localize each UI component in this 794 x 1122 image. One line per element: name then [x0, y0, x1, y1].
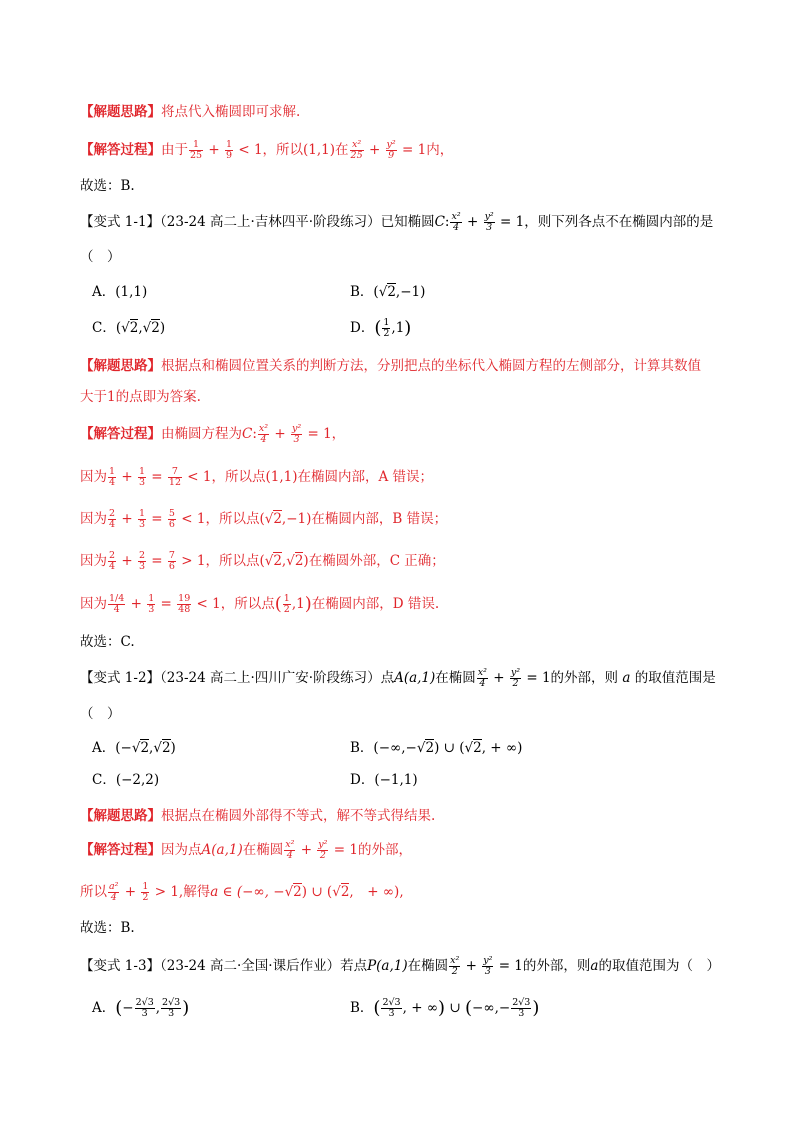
radicand: 2 — [129, 320, 139, 336]
text: 由于 — [161, 142, 188, 158]
num: x² — [350, 140, 364, 151]
text: = 1，则下列各点不在椭圆内部的是 — [500, 214, 714, 230]
process-tag: 【解答过程】 — [80, 426, 161, 442]
q1-process-4: 因为 $\frac{1/4}{4}$ + $\frac{1}{3}$ = $\frac{19}{48}$ < 1，所以点( $\frac{1}{2}$ ,1)在椭圆内部，D 错误. — [80, 593, 440, 615]
q1-process-1 — [80, 467, 433, 488]
text: 因为 — [80, 511, 107, 527]
text: 由椭圆方程为 — [161, 426, 242, 442]
text: + — [465, 958, 477, 974]
fraction — [284, 840, 295, 861]
q1-title — [80, 212, 713, 233]
label: A． — [92, 740, 116, 756]
q1-thought-1 — [80, 356, 701, 376]
text: > 1,解得 — [154, 884, 211, 900]
radicand: 2 — [294, 553, 304, 569]
var: a — [622, 670, 631, 686]
fraction — [168, 551, 176, 572]
q1-paren: （ ） — [80, 249, 121, 265]
num: 1 — [148, 593, 155, 604]
q3-option-a[interactable]: A．(− $\frac{2√3}{3}$ , $\frac{2√3}{3}$ ) — [92, 997, 190, 1019]
fraction — [484, 212, 495, 233]
q2-process-1 — [80, 840, 412, 861]
label: A． — [92, 1000, 116, 1016]
den: 3 — [138, 477, 145, 488]
radicand: 2 — [425, 740, 435, 756]
text: + — [208, 142, 220, 158]
num: 2√3 — [512, 997, 531, 1008]
q2-paren: （ ） — [80, 706, 121, 722]
label: A． — [92, 284, 116, 300]
num: 2 — [109, 508, 116, 519]
text: 【变式 1-2】（23-24 高二上·四川广安·阶段练习）点 — [80, 670, 395, 686]
num: 1 — [109, 466, 116, 477]
label: B． — [350, 740, 374, 756]
text: = 1的外部，则 — [498, 958, 591, 974]
q1-process-0 — [80, 424, 345, 445]
thought-tag: 【解题思路】 — [80, 104, 161, 120]
fraction — [138, 551, 146, 572]
num: x² — [258, 423, 269, 434]
fraction — [510, 668, 521, 689]
q1-option-a[interactable] — [92, 282, 147, 302]
radicand: 2 — [140, 740, 150, 756]
num: 2√3 — [135, 997, 154, 1008]
fraction — [141, 882, 149, 903]
text: , + ∞) — [481, 740, 523, 756]
point: A(a,1) — [201, 842, 243, 858]
thought-text: 将点代入椭圆即可求解. — [161, 104, 301, 120]
fraction — [350, 140, 364, 161]
text: = 1内， — [402, 142, 454, 158]
label: B． — [350, 284, 374, 300]
text: 【变式 1-1】（23-24 高二上·吉林四平·阶段练习）已知椭圆 — [80, 214, 435, 230]
text: ) ∪ ( — [434, 740, 465, 756]
den: 2 — [512, 678, 519, 689]
q2-option-d[interactable] — [350, 770, 418, 790]
num: x² — [285, 839, 295, 850]
q1-option-d[interactable]: D．( $\frac{1}{2}$ ,1) — [350, 317, 412, 339]
q1-option-c[interactable]: C．(√2,√2) — [92, 320, 166, 336]
num: 19 — [178, 593, 191, 604]
text: ,1 — [291, 596, 305, 612]
fraction — [108, 594, 125, 615]
num: 1 — [138, 466, 145, 477]
num: y² — [484, 211, 494, 222]
den: 3 — [138, 519, 145, 530]
value: (−1,1) — [374, 772, 418, 788]
den: 2 — [383, 328, 390, 339]
num: 7 — [168, 467, 182, 478]
thought-tag: 【解题思路】 — [80, 808, 161, 824]
den: 12 — [168, 477, 181, 488]
den: 2 — [319, 850, 326, 861]
num: y² — [318, 839, 328, 850]
text: ) — [159, 320, 166, 336]
text: 【变式 1-3】（23-24 高二·全国·课后作业）若点 — [80, 958, 368, 974]
fraction — [108, 509, 116, 530]
text: < 1，所以(1,1)在 — [238, 142, 349, 158]
q1-process-2: 因为 $\frac{2}{4}$ + $\frac{1}{3}$ = $\frac{5}{6}$ < 1，所以点(√2,−1)在椭圆内部，B 错误； — [80, 508, 448, 530]
text: 根据点在椭圆外部得不等式，解不等式得结果. — [161, 808, 436, 824]
text: 因为点 — [161, 842, 202, 858]
label: B． — [350, 1000, 374, 1016]
radicand: 2 — [387, 284, 396, 300]
den: 4 — [109, 477, 116, 488]
text: + — [368, 142, 381, 158]
num: x² — [477, 667, 487, 678]
radicand: 2 — [340, 884, 350, 900]
den: 25 — [190, 150, 203, 161]
radicand: 2 — [273, 553, 282, 569]
fraction — [449, 956, 460, 977]
den: 4 — [110, 892, 117, 903]
q2-answer: 故选：B. — [80, 920, 135, 936]
radicand: 2 — [273, 511, 282, 527]
value: (−2,2) — [115, 772, 160, 788]
num: y² — [510, 667, 521, 678]
q2-thought — [80, 806, 435, 826]
q2-option-a[interactable]: A．(−√2,√2) — [92, 740, 176, 756]
text: : — [444, 214, 450, 230]
text: )在椭圆外部，C 正确； — [303, 553, 445, 569]
q1-option-b[interactable]: B．(√2,−1) — [350, 284, 426, 300]
den: 3 — [168, 1008, 175, 1019]
fraction — [168, 467, 182, 488]
text: 在椭圆 — [242, 842, 284, 858]
q1-process-3: 因为 $\frac{2}{4}$ + $\frac{2}{3}$ = $\frac{7}{6}$ > 1，所以点(√2,√2)在椭圆外部，C 正确； — [80, 550, 445, 572]
num: 1 — [142, 881, 149, 892]
fraction — [161, 998, 181, 1019]
radicand: 2 — [151, 320, 160, 336]
fraction — [382, 318, 390, 339]
fraction — [317, 840, 328, 861]
text: + — [493, 670, 505, 686]
text: + — [121, 553, 133, 569]
text: = 1， — [307, 426, 346, 442]
text: , + ∞), — [349, 884, 404, 900]
text: = — [160, 596, 172, 612]
q1-thought-2: 大于1的点即为答案. — [80, 389, 201, 405]
fraction — [147, 594, 155, 615]
text: , — [281, 553, 287, 569]
text: > 1，所以点( — [181, 553, 265, 569]
text: = — [151, 511, 163, 527]
num: y² — [291, 423, 302, 434]
text: ,1 — [391, 320, 405, 336]
text: < 1，所以点( — [181, 511, 265, 527]
den: 3 — [518, 1008, 525, 1019]
den: 48 — [178, 604, 191, 615]
point: A(a,1) — [394, 670, 436, 686]
text: + — [124, 884, 137, 900]
var: C — [242, 426, 253, 442]
radicand: 2 — [161, 740, 171, 756]
text: (−∞,− — [373, 740, 417, 756]
process-tag: 【解答过程】 — [80, 142, 161, 158]
text: , — [138, 320, 143, 336]
fraction — [283, 594, 291, 615]
num: 2 — [109, 550, 116, 561]
num: 1/4 — [109, 593, 125, 604]
den: 4 — [260, 434, 267, 445]
text: 根据点和椭圆位置关系的判断方法，分别把点的坐标代入椭圆方程的左侧部分，计算其数值 — [161, 358, 701, 374]
text: 因为 — [80, 553, 107, 569]
den: 3 — [388, 1008, 395, 1019]
text: 因为 — [80, 469, 107, 485]
num: x² — [450, 955, 460, 966]
num: 1 — [189, 140, 203, 151]
num: 1 — [383, 317, 390, 328]
den: 6 — [168, 519, 175, 530]
text: 因为 — [80, 596, 107, 612]
fraction — [511, 998, 531, 1019]
text: ) ∪ ( — [301, 884, 333, 900]
num: y² — [386, 139, 396, 150]
num: 1 — [226, 139, 233, 150]
den: 25 — [350, 150, 363, 161]
fraction — [135, 998, 155, 1019]
var: a — [590, 958, 599, 974]
text: + — [121, 511, 133, 527]
q2-title — [80, 668, 716, 689]
q2-option-c[interactable] — [92, 770, 159, 790]
text: + — [121, 469, 133, 485]
text: 的取值范围为（ ） — [598, 958, 720, 974]
num: 1 — [138, 508, 145, 519]
q2-option-b[interactable]: B．(−∞,−√2) ∪ (√2, + ∞) — [350, 740, 523, 756]
radicand: 2 — [473, 740, 482, 756]
num: 7 — [168, 550, 175, 561]
fraction — [450, 212, 461, 233]
fraction — [482, 956, 493, 977]
q2-process-2: 所以 $\frac{\text{a²}}{4}$ + $\frac{1}{2}$ > 1,解得a ∈ (−∞, −√2) ∪ (√2, + ∞), — [80, 881, 404, 903]
text: ,−1) — [395, 284, 426, 300]
num: 5 — [168, 508, 175, 519]
den: 9 — [388, 150, 395, 161]
radicand: 2 — [293, 884, 302, 900]
fraction — [108, 551, 116, 572]
den: 9 — [226, 150, 233, 161]
den: 4 — [479, 678, 486, 689]
fraction — [138, 509, 146, 530]
text: 所以 — [80, 884, 107, 900]
text: = 1的外部，则 — [526, 670, 619, 686]
fraction — [189, 140, 203, 161]
text: + — [300, 842, 312, 858]
label: C． — [92, 320, 116, 336]
den: 4 — [453, 222, 460, 233]
thought-tag: 【解题思路】 — [80, 358, 161, 374]
label: C． — [92, 772, 116, 788]
b0-answer: 故选：B. — [80, 178, 135, 194]
num: 2√3 — [162, 997, 181, 1008]
den: 3 — [293, 434, 300, 445]
fraction — [386, 140, 397, 161]
num: a² — [109, 881, 119, 892]
den: 3 — [486, 222, 493, 233]
text: ∪ — [449, 1000, 461, 1016]
fraction — [477, 668, 488, 689]
value: (1,1) — [115, 284, 148, 300]
fraction — [108, 467, 116, 488]
den: 3 — [484, 966, 491, 977]
num: 2 — [138, 550, 145, 561]
process-tag: 【解答过程】 — [80, 842, 161, 858]
fraction — [291, 424, 302, 445]
den: 3 — [138, 561, 145, 572]
text: + — [130, 596, 142, 612]
num: y² — [483, 955, 493, 966]
q3-option-b[interactable]: B．( $\frac{2√3}{3}$ , + ∞) ∪ (−∞,− $\frac{2√3}{3}$ ) — [350, 997, 540, 1019]
text: a ∈ (−∞, − — [210, 884, 285, 900]
text: (− — [115, 740, 132, 756]
fraction — [108, 882, 119, 903]
text: ( — [373, 284, 379, 300]
q3-title — [80, 956, 720, 977]
fraction — [138, 467, 146, 488]
num: 2√3 — [382, 997, 401, 1008]
point: P(a,1) — [367, 958, 408, 974]
den: 3 — [148, 604, 155, 615]
text: , — [149, 740, 154, 756]
fraction — [177, 594, 191, 615]
text: 的取值范围是 — [634, 670, 716, 686]
den: 4 — [286, 850, 293, 861]
fraction — [258, 424, 269, 445]
den: 2 — [451, 966, 458, 977]
text: ) — [170, 740, 176, 756]
den: 4 — [109, 519, 116, 530]
label: D． — [350, 320, 375, 336]
text: 在椭圆内部，D 错误. — [311, 596, 440, 612]
label: D． — [350, 772, 375, 788]
fraction — [381, 998, 401, 1019]
num: x² — [451, 211, 461, 222]
den: 3 — [141, 1008, 148, 1019]
text: ,−1)在椭圆内部，B 错误； — [281, 511, 448, 527]
q1-answer: 故选：C. — [80, 634, 135, 650]
text: 在椭圆 — [407, 958, 449, 974]
text: + — [466, 214, 479, 230]
b0-thought-line — [80, 102, 300, 122]
text: = — [151, 469, 163, 485]
den: 2 — [142, 892, 149, 903]
text: < 1，所以点 — [196, 596, 275, 612]
num: 1 — [283, 593, 290, 604]
text: ( — [115, 320, 122, 336]
fraction — [168, 509, 176, 530]
den: 6 — [168, 561, 175, 572]
den: 2 — [283, 604, 290, 615]
var: C — [434, 214, 445, 230]
text: , + ∞ — [402, 1000, 439, 1016]
text: = — [151, 553, 163, 569]
den: 4 — [109, 561, 116, 572]
b0-process-line — [80, 140, 453, 161]
den: 4 — [113, 604, 120, 615]
text: < 1，所以点(1,1)在椭圆内部，A 错误； — [187, 469, 434, 485]
text: : — [252, 426, 257, 442]
fraction — [225, 140, 233, 161]
text: + — [274, 426, 286, 442]
text: 在椭圆 — [435, 670, 476, 686]
text: = 1的外部， — [333, 842, 412, 858]
